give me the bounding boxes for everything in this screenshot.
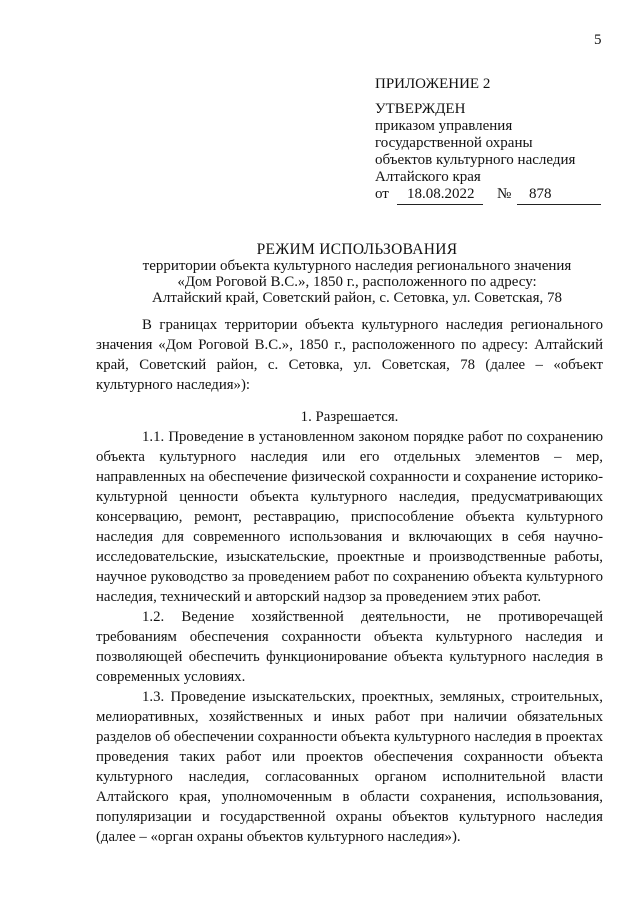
order-line: Алтайского края (375, 169, 481, 185)
number-underline (517, 204, 601, 205)
order-line: государственной охраны (375, 135, 533, 151)
title-line: «Дом Роговой В.С.», 1850 г., расположенного по адресу: (177, 274, 537, 290)
intro-paragraph: В границах территории объекта культурного наследия регионального значения «Дом Роговой В.С.», 1850 г., расположенного по адресу: Алтайский край, Советский район, с. Сетовка, ул. Советская, 78 (далее – «объект культурного наследия»): (96, 317, 603, 393)
approved-label: УТВЕРЖДЕН (375, 101, 466, 117)
clause-1-2: 1.2. Ведение хозяйственной деятельности, не противоречащей требованиям обеспечения сохранности объекта культурного наследия и позволяющей обеспечить функционирование объекта культурного наследия в современных условиях. (96, 609, 603, 685)
document-body (96, 315, 603, 847)
date-underline (397, 204, 483, 205)
clause-1-3: 1.3. Проведение изыскательских, проектных, земляных, строительных, мелиоративных, хозяйственных и иных работ при наличии обязательных разделов об обеспечении сохранности объекта культурного наследия в проектах проведения таких работ или проектов обеспечения сохранности объекта культурного наследия, согласованных органом исполнительной власти Алтайского края, уполномоченным в области сохранения, использования, популяризации и государственной охраны объектов культурного наследия (далее – «орган охраны объектов культурного наследия»). (96, 689, 603, 845)
order-line: объектов культурного наследия (375, 152, 576, 168)
document-title (0, 242, 640, 306)
date-prefix: от (375, 186, 389, 202)
title-line: Алтайский край, Советский район, с. Сетовка, ул. Советская, 78 (152, 290, 562, 306)
order-number: 878 (529, 186, 552, 202)
page-number: 5 (594, 32, 602, 48)
order-date: 18.08.2022 (407, 186, 475, 202)
title-line: территории объекта культурного наследия регионального значения (142, 258, 572, 274)
approval-block (375, 76, 575, 206)
number-prefix: № (497, 186, 512, 202)
section-heading: 1. Разрешается. (300, 409, 399, 425)
order-date-number-row (375, 186, 575, 206)
clause-1-1: 1.1. Проведение в установленном законом порядке работ по сохранению объекта культурного наследия или его отдельных элементов – мер, направленных на обеспечение физической сохранности и сохранение историко-культурной ценности объекта культурного наследия, предусматривающих консервацию, ремонт, реставрацию, приспособление объекта культурного наследия для современного использования и включающих в себя научно-исследовательские, изыскательские, проектные и производственные работы, научное руководство за проведением работ по сохранению объекта культурного наследия, технический и авторский надзор за проведением этих работ. (96, 429, 603, 605)
appendix-title: ПРИЛОЖЕНИЕ 2 (375, 76, 491, 92)
order-line: приказом управления (375, 118, 513, 134)
title-heading: РЕЖИМ ИСПОЛЬЗОВАНИЯ (256, 241, 458, 258)
